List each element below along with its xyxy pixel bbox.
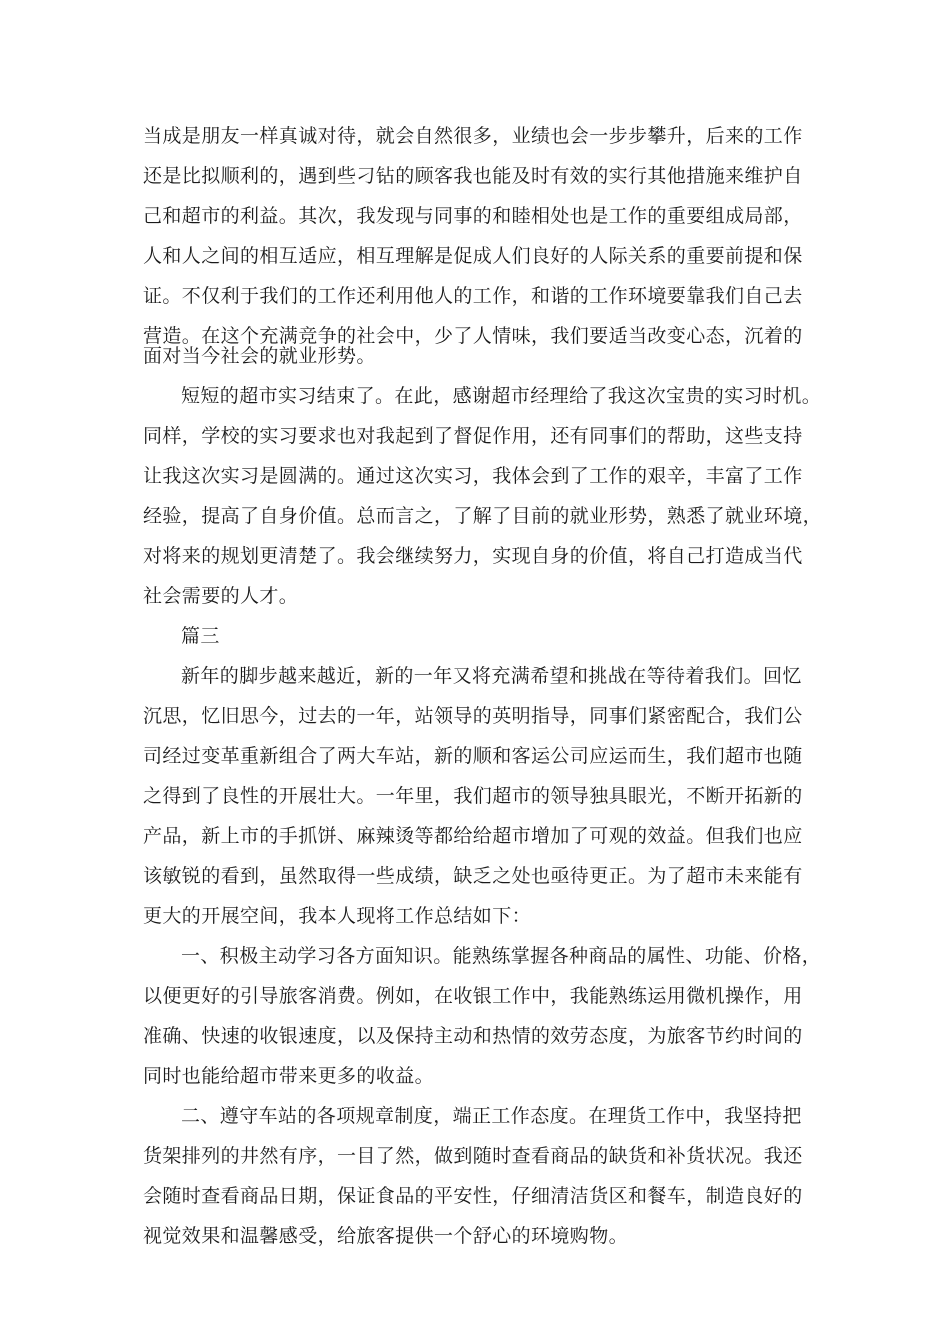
text-line: 经验，提高了自身价值。总而言之，了解了目前的就业形势，熟悉了就业环境， <box>143 505 823 527</box>
text-line: 同样，学校的实习要求也对我起到了督促作用，还有同事们的帮助，这些支持 <box>143 425 803 447</box>
text-line: 同时也能给超市带来更多的收益。 <box>143 1065 435 1087</box>
text-line: 该敏锐的看到，虽然取得一些成绩，缺乏之处也亟待更正。为了超市未来能有 <box>143 865 803 887</box>
text-line: 之得到了良性的开展壮大。一年里，我们超市的领导独具眼光，不断开拓新的 <box>143 785 803 807</box>
text-line: 人和人之间的相互适应，相互理解是促成人们良好的人际关系的重要前提和保 <box>143 245 803 267</box>
text-line: 社会需要的人才。 <box>143 585 299 607</box>
text-line: 让我这次实习是圆满的。通过这次实习，我体会到了工作的艰辛，丰富了工作 <box>143 465 803 487</box>
text-line: 沉思，忆旧思今，过去的一年，站领导的英明指导，同事们紧密配合，我们公 <box>143 705 803 727</box>
text-line: 对将来的规划更清楚了。我会继续努力，实现自身的价值，将自己打造成当代 <box>143 545 803 567</box>
text-line: 短短的超市实习结束了。在此，感谢超市经理给了我这次宝贵的实习时机。 <box>181 385 822 407</box>
text-line: 货架排列的井然有序，一目了然，做到随时查看商品的缺货和补货状况。我还 <box>143 1145 803 1167</box>
text-line: 还是比拟顺利的，遇到些刁钻的顾客我也能及时有效的实行其他措施来维护自 <box>143 165 803 187</box>
text-line: 新年的脚步越来越近，新的一年又将充满希望和挑战在等待着我们。回忆 <box>181 665 802 687</box>
text-line: 一、积极主动学习各方面知识。能熟练掌握各种商品的属性、功能、价格， <box>181 945 822 967</box>
text-line: 当成是朋友一样真诚对待，就会自然很多，业绩也会一步步攀升，后来的工作 <box>143 125 803 147</box>
text-line: 准确、快速的收银速度，以及保持主动和热情的效劳态度，为旅客节约时间的 <box>143 1025 803 1047</box>
text-line: 以便更好的引导旅客消费。例如，在收银工作中，我能熟练运用微机操作，用 <box>143 985 803 1007</box>
text-line: 证。不仅利于我们的工作还利用他人的工作，和谐的工作环境要靠我们自己去 <box>143 285 803 307</box>
text-line: 司经过变革重新组合了两大车站，新的顺和客运公司应运而生，我们超市也随 <box>143 745 803 767</box>
text-line: 营造。在这个充满竞争的社会中，少了人情味，我们要适当改变心态，沉着的 <box>143 325 803 347</box>
text-line: 更大的开展空间，我本人现将工作总结如下： <box>143 905 532 927</box>
text-line: 会随时查看商品日期，保证食品的平安性，仔细清洁货区和餐车，制造良好的 <box>143 1185 803 1207</box>
text-line: 二、遵守车站的各项规章制度，端正工作态度。在理货工作中，我坚持把 <box>181 1105 802 1127</box>
text-line: 面对当今社会的就业形势。 <box>143 345 376 367</box>
text-line: 产品，新上市的手抓饼、麻辣烫等都给给超市增加了可观的效益。但我们也应 <box>143 825 803 847</box>
text-line: 视觉效果和温馨感受，给旅客提供一个舒心的环境购物。 <box>143 1225 629 1247</box>
section-heading: 篇三 <box>181 625 220 647</box>
text-line: 己和超市的利益。其次，我发现与同事的和睦相处也是工作的重要组成局部， <box>143 205 803 227</box>
